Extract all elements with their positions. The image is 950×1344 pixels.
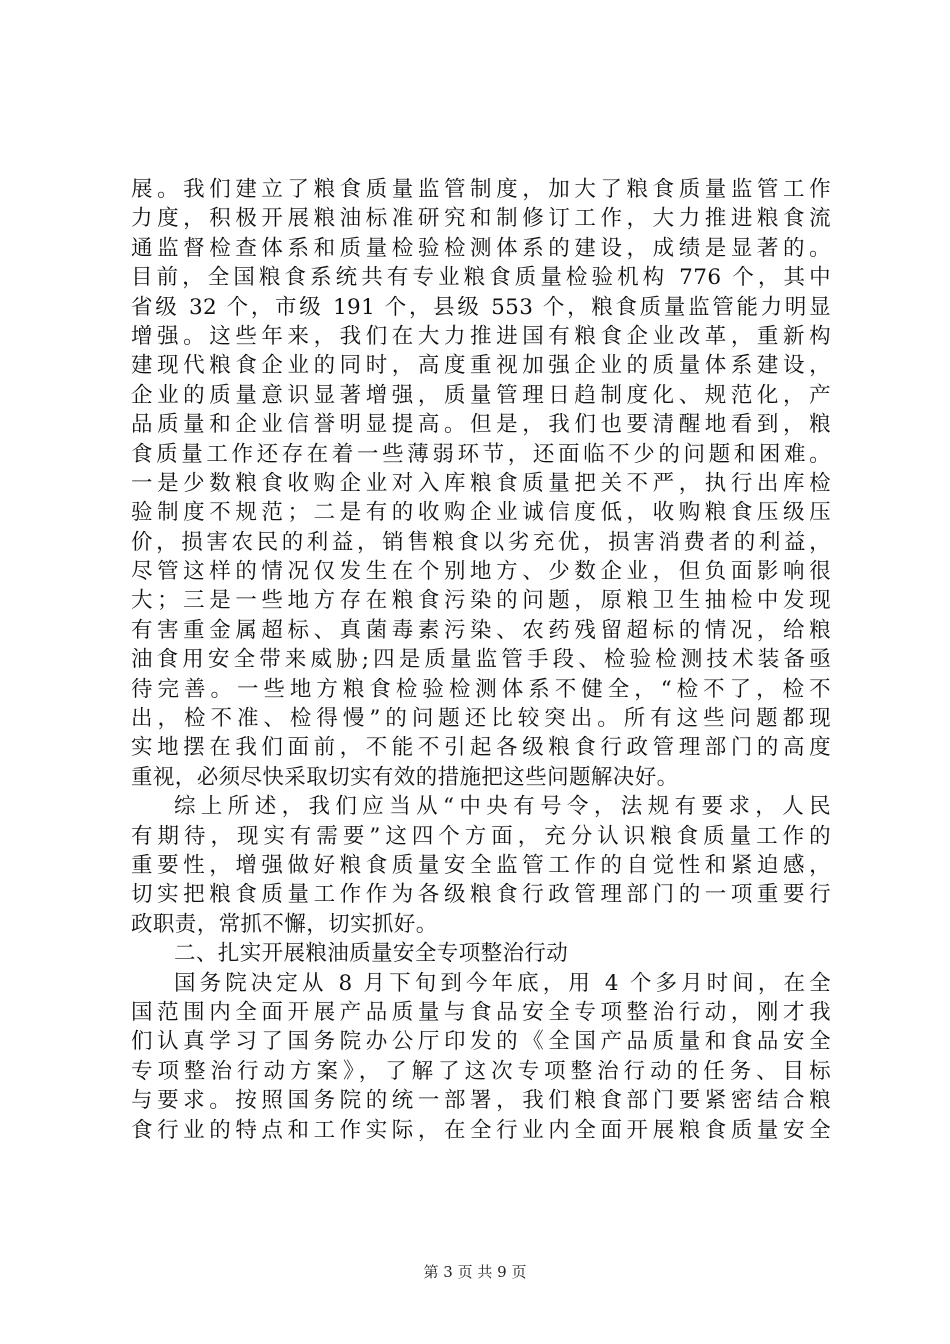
text-line: 实地摆在我们面前，不能不引起各级粮食行政管理部门的高度	[131, 735, 831, 761]
text-line: 食质量工作还存在着一些薄弱环节，还面临不少的问题和困难。	[131, 441, 831, 467]
text-line: 待完善。一些地方粮食检验检测体系不健全，“检不了，检不	[131, 676, 831, 702]
text-line: 一是少数粮食收购企业对入库粮食质量把关不严，执行出库检	[131, 470, 831, 496]
text-line: 品质量和企业信誉明显提高。但是，我们也要清醒地看到，粮	[131, 412, 831, 438]
section-heading: 二、扎实开展粮油质量安全专项整治行动	[174, 941, 569, 967]
text-line: 重视，必须尽快采取切实有效的措施把这些问题解决好。	[131, 764, 679, 790]
text-line: 企业的质量意识显著增强，质量管理日趋制度化、规范化，产	[131, 382, 831, 408]
text-line: 有害重金属超标、真菌毒素污染、农药残留超标的情况，给粮	[131, 617, 831, 643]
text-line: 出，检不准、检得慢”的问题还比较突出。所有这些问题都现	[131, 706, 831, 732]
text-line: 通监督检查体系和质量检验检测体系的建设，成绩是显著的。	[131, 235, 831, 261]
text-line: 建现代粮食企业的同时，高度重视加强企业的质量体系建设，	[131, 353, 831, 379]
page-number: 第 3 页 共 9 页	[423, 1263, 527, 1281]
text-line: 切实把粮食质量工作作为各级粮食行政管理部门的一项重要行	[131, 882, 831, 908]
text-line: 政职责，常抓不懈，切实抓好。	[131, 911, 438, 937]
text-line: 展。我们建立了粮食质量监管制度，加大了粮食质量监管工作	[131, 177, 831, 202]
body-text	[131, 175, 831, 1145]
text-line: 价，损害农民的利益，销售粮食以劣充优，损害消费者的利益，	[131, 529, 831, 555]
text-line: 国范围内全面开展产品质量与食品安全专项整治行动，刚才我	[131, 999, 831, 1025]
text-line: 增强。这些年来，我们在大力推进国有粮食企业改革，重新构	[131, 323, 831, 349]
text-line: 与要求。按照国务院的统一部署，我们粮食部门要紧密结合粮	[131, 1088, 831, 1114]
text-line: 油食用安全带来威胁;四是质量监管手段、检验检测技术装备亟	[131, 647, 831, 673]
text-line: 目前，全国粮食系统共有专业粮食质量检验机构 776 个，其中	[131, 265, 831, 291]
text-line: 有期待，现实有需要”这四个方面，充分认识粮食质量工作的	[131, 823, 831, 849]
paragraph-first-line: 国务院决定从 8 月下旬到今年底，用 4 个多月时间，在全	[174, 970, 831, 996]
text-line: 大；三是一些地方存在粮食污染的问题，原粮卫生抽检中发现	[131, 588, 831, 614]
text-line: 食行业的特点和工作实际，在全行业内全面开展粮食质量安全	[131, 1117, 831, 1143]
text-line: 尽管这样的情况仅发生在个别地方、少数企业，但负面影响很	[131, 559, 831, 585]
text-line: 省级 32 个，市级 191 个，县级 553 个，粮食质量监管能力明显	[131, 294, 831, 320]
text-line: 力度，积极开展粮油标准研究和制修订工作，大力推进粮食流	[131, 206, 831, 232]
text-line: 专项整治行动方案》，了解了这次专项整治行动的任务、目标	[131, 1058, 831, 1084]
paragraph-first-line: 综上所述，我们应当从“中央有号令，法规有要求，人民	[174, 794, 831, 820]
text-line: 重要性，增强做好粮食质量安全监管工作的自觉性和紧迫感，	[131, 852, 831, 878]
text-line: 验制度不规范；二是有的收购企业诚信度低，收购粮食压级压	[131, 500, 831, 526]
text-line: 们认真学习了国务院办公厅印发的《全国产品质量和食品安全	[131, 1029, 831, 1055]
page-footer	[0, 1262, 950, 1282]
